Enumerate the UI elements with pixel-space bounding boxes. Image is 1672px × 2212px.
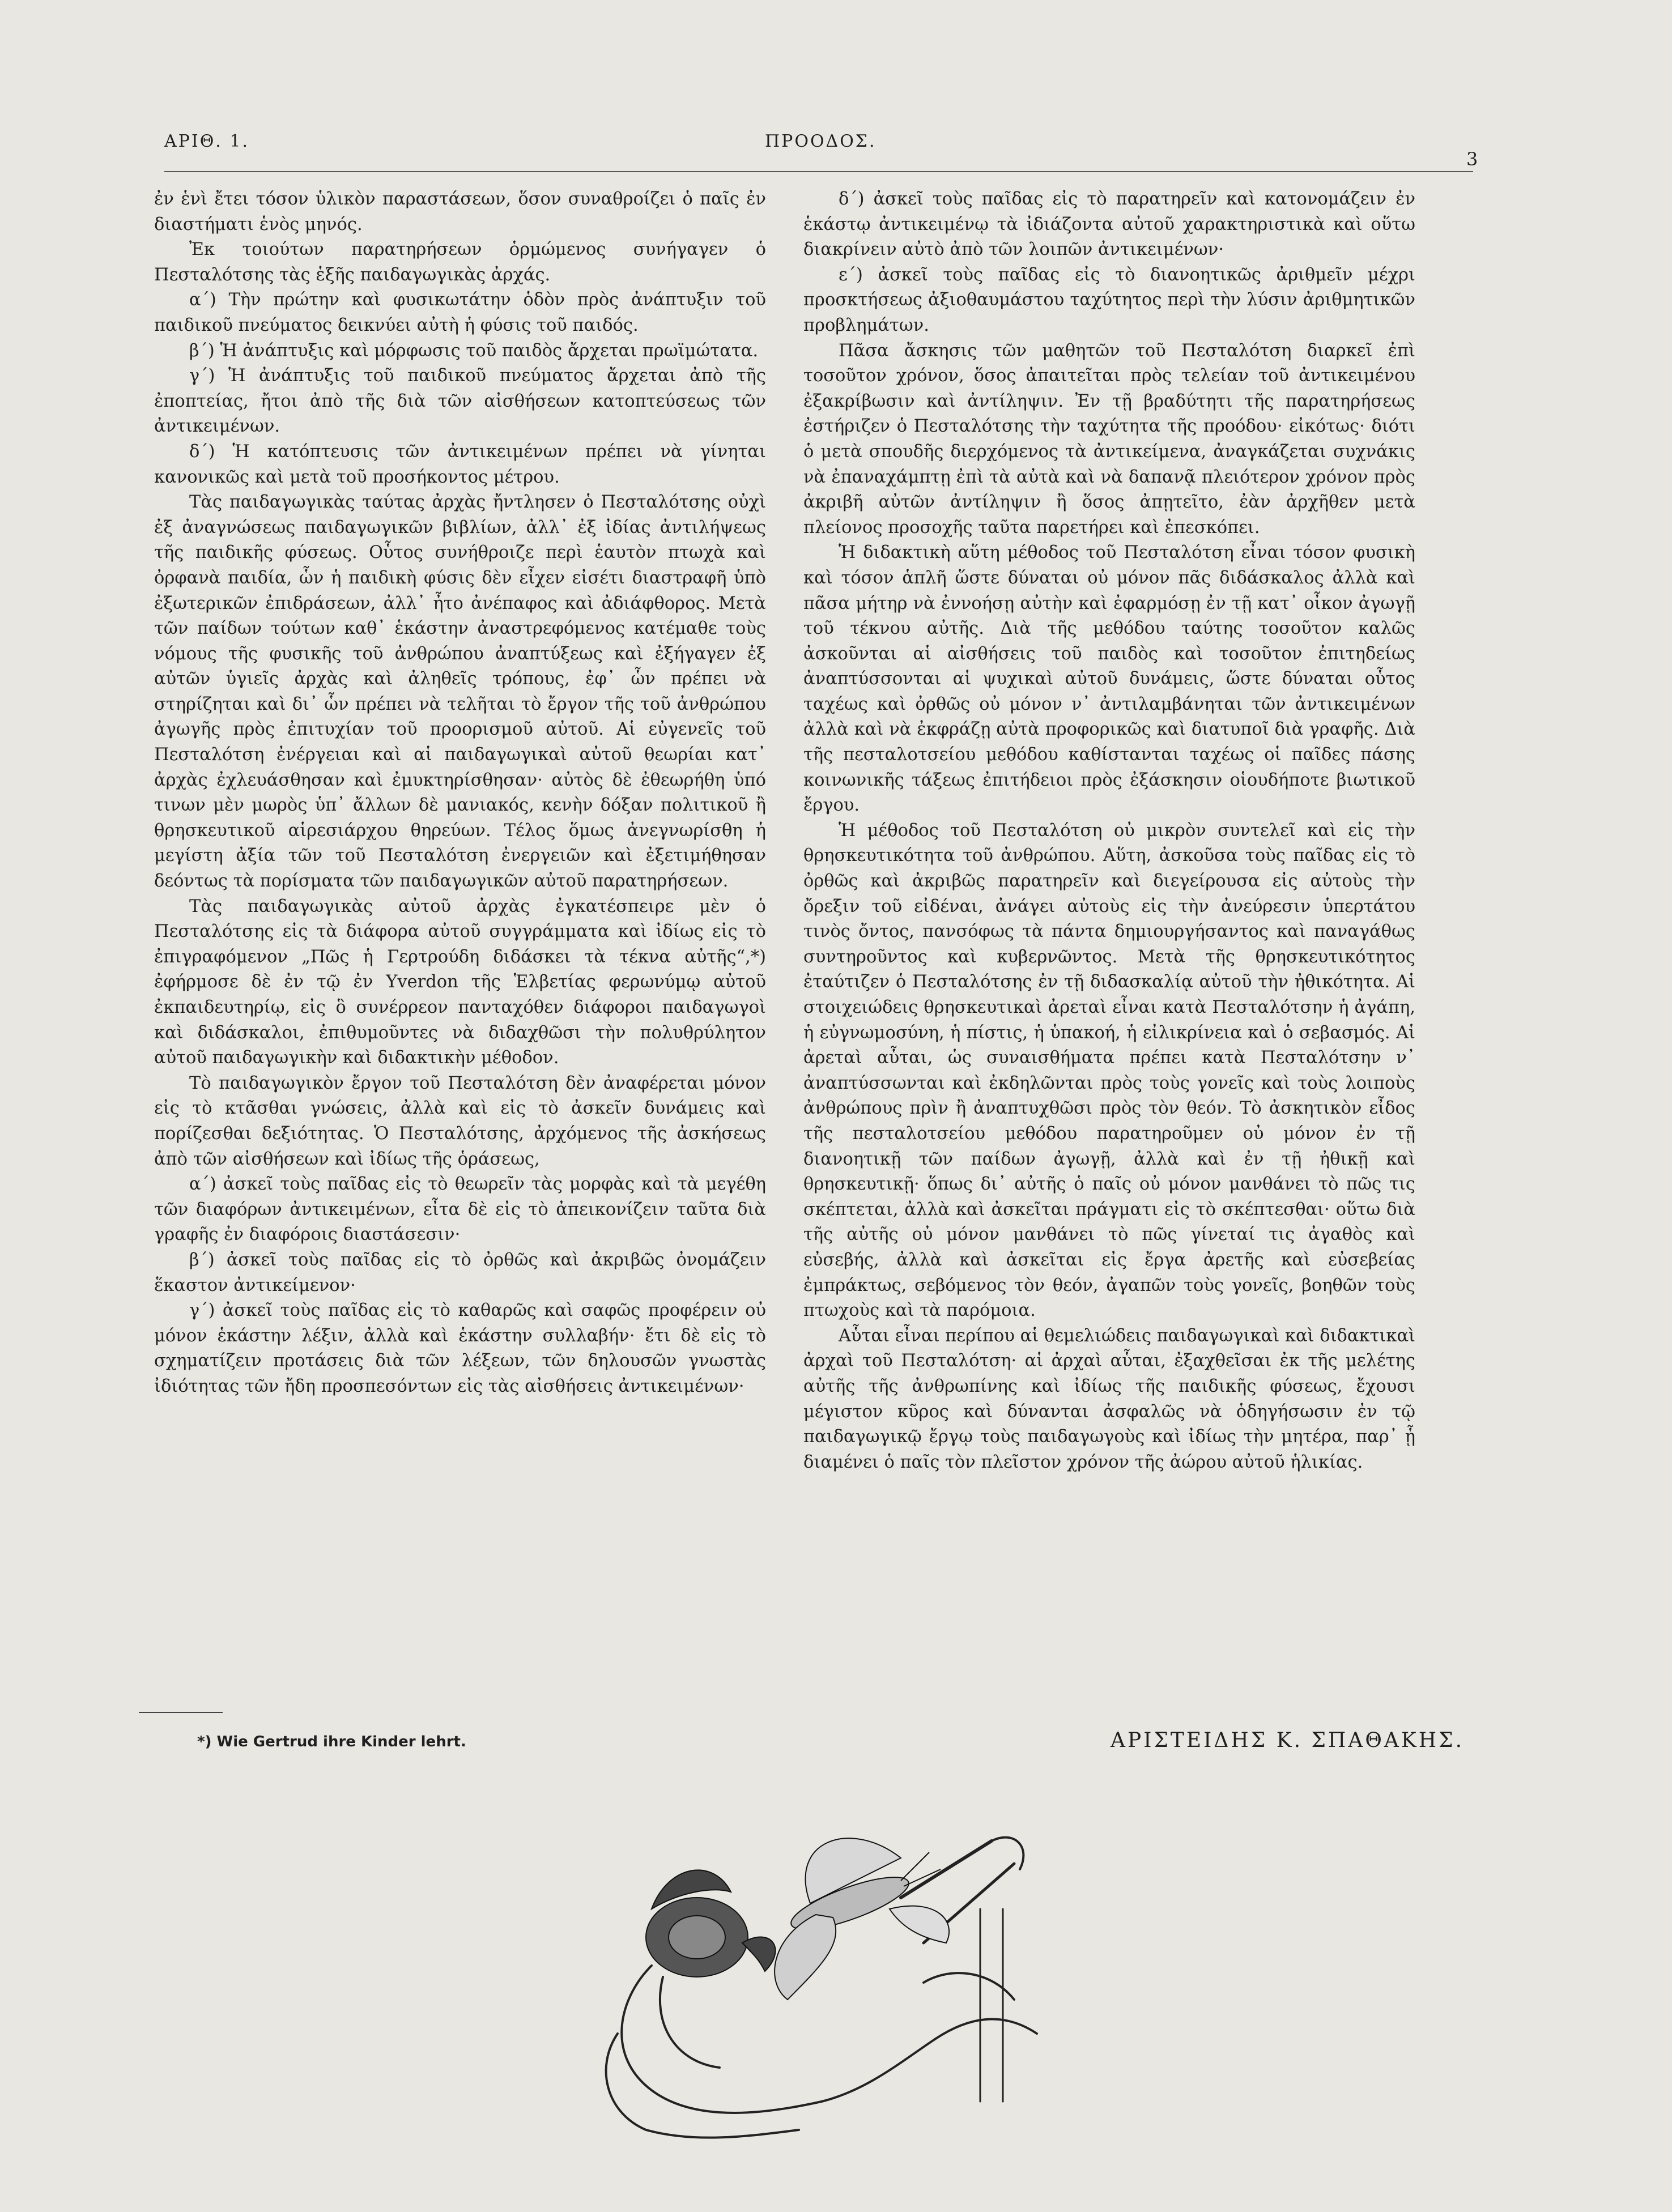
footnote-rule bbox=[139, 1712, 223, 1713]
paragraph: Ἡ διδακτικὴ αὕτη μέθοδος τοῦ Πεσταλότση εἶναι τόσον φυσικὴ καὶ τόσον ἁπλῆ ὥστε δύναται οὐ μόνον πᾶς διδάσκαλος ἀλλὰ καὶ πᾶσα μήτηρ νὰ ἐννοήσῃ αὐτὴν καὶ ἐφαρμόσῃ ἐν τῇ κατ᾽ οἶκον ἀγωγῇ τοῦ τέκνου αὐτῆς. Διὰ τῆς μεθόδου ταύτης τοσοῦτον καλῶς ἀσκοῦνται αἱ αἰσθήσεις τοῦ παιδὸς καὶ τοσοῦτον ἐπιτηδείως ἀναπτύσσονται αἱ ψυχικαὶ αὐτοῦ δυνάμεις, ὥστε δύναται οὗτος ταχέως καὶ ὀρθῶς οὐ μόνον ν᾽ ἀντιλαμβάνηται τῶν ἀντικειμένων ἀλλὰ καὶ νὰ ἐκφράζῃ αὐτὰ προφορικῶς καὶ διατυποῖ διὰ γραφῆς. Διὰ τῆς πεσταλοτσείου μεθόδου καθίστανται ταχέως οἱ παῖδες πάσης κοινωνικῆς τάξεως ἐπιτήδειοι πρὸς ἐξάσκησιν οἱουδήποτε βιωτικοῦ ἔργου. bbox=[803, 543, 1415, 816]
paragraph: Τὰς παιδαγωγικὰς ταύτας ἀρχὰς ἤντλησεν ὁ Πεσταλότσης οὐχὶ ἐξ ἀναγνώσεως παιδαγωγικῶν βιβλίων, ἀλλ᾽ ἐξ ἰδίας ἀντιλήψεως τῆς παιδικῆς φύσεως. Οὗτος συνήθροιζε περὶ ἑαυτὸν πτωχὰ καὶ ὀρφανὰ παιδία, ὧν ἡ παιδικὴ φύσις δὲν εἶχεν εἰσέτι διαστραφῆ ὑπὸ ἐξωτερικῶν ἐπιδράσεων, ἀλλ᾽ ἦτο ἀνέπαφος καὶ ἀδιάφθορος. Μετὰ τῶν παίδων τούτων καθ᾽ ἑκάστην ἀναστρεφόμενος κατέμαθε τοὺς νόμους τῆς φυσικῆς τοῦ ἀνθρώπου ἀναπτύξεως καὶ ἐξήγαγεν ἐξ αὐτῶν ὑγιεῖς ἀρχὰς καὶ ἀληθεῖς τρόπους, ἐφ᾽ ὧν πρέπει νὰ στηρίζηται καὶ δι᾽ ὧν πρέπει νὰ τελῆται τὸ ἔργον τῆς τοῦ ἀνθρώπου ἀγωγῆς πρὸς ἐπιτυχίαν τοῦ προορισμοῦ αὐτοῦ. Αἱ εὐγενεῖς τοῦ Πεσταλότση ἐνέργειαι καὶ αἱ παιδαγωγικαὶ αὐτοῦ θεωρίαι κατ᾽ ἀρχὰς ἐχλευάσθησαν καὶ ἐμυκτηρίσθησαν· αὐτὸς δὲ ἐθεωρήθη ὑπό τινων μὲν μωρὸς ὑπ᾽ ἄλλων δὲ μανιακός, κενὴν δόξαν πολιτικοῦ ἢ θρησκευτικοῦ αἱρεσιάρχου θηρεύων. Τέλος ὅμως ἀνεγνωρίσθη ἡ μεγίστη ἀξία τῶν τοῦ Πεσταλότση ἐνεργειῶν καὶ ἐξετιμήθησαν δεόντως τὰ πορίσματα τῶν παιδαγωγικῶν αὐτοῦ παρατηρήσεων. bbox=[154, 492, 766, 892]
paragraph: Αὗται εἶναι περίπου αἱ θεμελιώδεις παιδαγωγικαὶ καὶ διδακτικαὶ ἀρχαὶ τοῦ Πεσταλότση· αἱ ἀρχαὶ αὗται, ἐξαχθεῖσαι ἐκ τῆς μελέτης αὐτῆς τῆς ἀνθρωπίνης καὶ ἰδίως τῆς παιδικῆς φύσεως, ἔχουσι μέγιστον κῦρος καὶ δύνανται ἀσφαλῶς νὰ ὁδηγήσωσιν ἐν τῷ παιδαγωγικῷ ἔργῳ τοὺς παιδαγωγοὺς καὶ ἰδίως τὴν μητέρα, παρ᾽ ᾗ διαμένει ὁ παῖς τὸν πλεῖστον χρόνον τῆς ἀώρου αὐτοῦ ἡλικίας. bbox=[803, 1326, 1415, 1472]
paragraph: δ΄) ἀσκεῖ τοὺς παῖδας εἰς τὸ παρατηρεῖν καὶ κατονομάζειν ἐν ἑκάστῳ ἀντικειμένῳ τὰ ἰδιάζοντα αὐτοῦ χαρακτηριστικὰ καὶ οὕτω διακρίνειν αὐτὸ ἀπὸ τῶν λοιπῶν ἀντικειμένων· bbox=[803, 189, 1415, 260]
paragraph: β΄) ἀσκεῖ τοὺς παῖδας εἰς τὸ ὀρθῶς καὶ ἀκριβῶς ὀνομάζειν ἕκαστον ἀντικείμενον· bbox=[154, 1250, 766, 1295]
paragraph: γ΄) ἀσκεῖ τοὺς παῖδας εἰς τὸ καθαρῶς καὶ σαφῶς προφέρειν οὐ μόνον ἑκάστην λέξιν, ἀλλὰ καὶ ἑκάστην συλλαβήν· ἔτι δὲ εἰς τὸ σχηματίζειν προτάσεις διὰ τῶν λέξεων, τῶν δηλουσῶν γνωστὰς ἰδιότητας τῶν ἤδη προσπεσόντων εἰς τὰς αἰσθήσεις ἀντικειμένων· bbox=[154, 1301, 766, 1396]
right-column bbox=[803, 187, 1415, 1475]
paragraph: Τὰς παιδαγωγικὰς αὐτοῦ ἀρχὰς ἐγκατέσπειρε μὲν ὁ Πεσταλότσης εἰς τὰ διάφορα αὐτοῦ συγγράμματα καὶ ἰδίως εἰς τὸ ἐπιγραφόμενον „Πῶς ἡ Γερτρούδη διδάσκει τὰ τέκνα αὐτῆς“,*) ἐφήρμοσε δὲ ἐν τῷ ἐν Yverdon τῆς Ἑλβετίας φερωνύμῳ αὐτοῦ ἐκπαιδευτηρίῳ, εἰς ὃ συνέρρεον πανταχόθεν διάφοροι παιδαγωγοὶ καὶ διδάσκαλοι, ἐπιθυμοῦντες νὰ διδαχθῶσι τὴν πολυθρύλητον αὐτοῦ παιδαγωγικὴν καὶ διδακτικὴν μέθοδον. bbox=[154, 896, 766, 1068]
issue-number: ΑΡΙΘ. 1. bbox=[164, 131, 249, 151]
left-column bbox=[154, 187, 766, 1400]
ornament-vignette-icon bbox=[584, 1796, 1077, 2147]
paragraph: γ΄) Ἡ ἀνάπτυξις τοῦ παιδικοῦ πνεύματος ἄρχεται ἀπὸ τῆς ἐποπτείας, ἤτοι ἀπὸ τῆς διὰ τῶν αἰσθήσεων κατοπτεύσεως τῶν ἀντικειμένων. bbox=[154, 366, 766, 437]
paragraph: β΄) Ἡ ἀνάπτυξις καὶ μόρφωσις τοῦ παιδὸς ἄρχεται πρωϊμώτατα. bbox=[189, 340, 759, 361]
paragraph: Τὸ παιδαγωγικὸν ἔργον τοῦ Πεσταλότση δὲν ἀναφέρεται μόνον εἰς τὸ κτᾶσθαι γνώσεις, ἀλλὰ καὶ εἰς τὸ ἀσκεῖν δυνάμεις καὶ πορίζεσθαι δεξιότητας. Ὁ Πεσταλότσης, ἀρχόμενος τῆς ἀσκήσεως ἀπὸ τῶν αἰσθήσεων καὶ ἰδίως τῆς ὁράσεως, bbox=[154, 1073, 766, 1169]
paragraph: ἐν ἑνὶ ἔτει τόσον ὑλικὸν παραστάσεων, ὅσον συναθροίζει ὁ παῖς ἐν διαστήματι ἑνὸς μηνός. bbox=[154, 189, 766, 235]
paragraph: α΄) Τὴν πρώτην καὶ φυσικωτάτην ὁδὸν πρὸς ἀνάπτυξιν τοῦ παιδικοῦ πνεύματος δεικνύει αὐτὴ ἡ φύσις τοῦ παιδός. bbox=[154, 290, 766, 335]
page-number: 3 bbox=[1466, 148, 1480, 170]
paragraph: Ἡ μέθοδος τοῦ Πεσταλότση οὐ μικρὸν συντελεῖ καὶ εἰς τὴν θρησκευτικότητα τοῦ ἀνθρώπου. Αὕτη, ἀσκοῦσα τοὺς παῖδας εἰς τὸ ὀρθῶς καὶ ἀκριβῶς παρατηρεῖν καὶ διεγείρουσα εἰς αὐτοὺς τὴν ὄρεξιν τοῦ εἰδέναι, ἀνάγει αὐτοὺς εἰς τὴν ἀνεύρεσιν ὑπερτάτου τινὸς ὄντος, πανσόφως τὰ πάντα δημιουργήσαντος καὶ παναγάθως συντηροῦντος καὶ κυβερνῶντος. Μετὰ τῆς θρησκευτικότητος ἐταύτιζεν ὁ Πεσταλότσης ἐν τῇ διδασκαλίᾳ αὐτοῦ τὴν ἠθικότητα. Αἱ στοιχειώδεις θρησκευτικαὶ ἀρεταὶ εἶναι κατὰ Πεσταλότσην ἡ ἀγάπη, ἡ εὐγνωμοσύνη, ἡ πίστις, ἡ ὑπακοή, ἡ εἰλικρίνεια καὶ ὁ σεβασμός. Αἱ ἀρεταὶ αὗται, ὡς συναισθήματα πρέπει κατὰ Πεσταλότσην ν᾽ ἀναπτύσσωνται καὶ ἐκδηλῶνται πρὸς τοὺς γονεῖς καὶ τοὺς λοιποὺς ἀνθρώπους πρὶν ἢ ἀναπτυχθῶσι πρὸς τὸν θεόν. Τὸ ἀσκητικὸν εἶδος τῆς πεσταλοτσείου μεθόδου παρατηροῦμεν οὐ μόνον ἐν τῇ διανοητικῇ τῶν παίδων ἀγωγῇ, ἀλλὰ καὶ ἐν τῇ ἠθικῇ καὶ θρησκευτικῇ· ὅπως δι᾽ αὐτῆς ὁ παῖς οὐ μόνον μανθάνει τὸ πῶς τις σκέπτεται, ἀλλὰ καὶ ἀσκεῖται πράγματι εἰς τὸ σκέπτεσθαι· οὕτω διὰ τῆς αὐτῆς οὐ μόνον μανθάνει τὸ πῶς γίνεταί τις ἀγαθὸς καὶ εὐσεβής, ἀλλὰ καὶ ἀσκεῖται εἰς ἔργα ἀρετῆς καὶ εὐσεβείας ἐμπράκτως, σεβόμενος τὸν θεόν, ἀγαπῶν τοὺς γονεῖς, βοηθῶν τοὺς πτωχοὺς καὶ τὰ παρόμοια. bbox=[803, 820, 1415, 1321]
paragraph: Ἐκ τοιούτων παρατηρήσεων ὁρμώμενος συνήγαγεν ὁ Πεσταλότσης τὰς ἑξῆς παιδαγωγικὰς ἀρχάς. bbox=[154, 240, 766, 285]
paragraph: δ΄) Ἡ κατόπτευσις τῶν ἀντικειμένων πρέπει νὰ γίνηται κανονικῶς καὶ μετὰ τοῦ προσήκοντος μέτρου. bbox=[154, 441, 766, 487]
header-rule bbox=[164, 171, 1473, 172]
paragraph: Πᾶσα ἄσκησις τῶν μαθητῶν τοῦ Πεσταλότση διαρκεῖ ἐπὶ τοσοῦτον χρόνον, ὅσος ἀπαιτεῖται πρὸς τελείαν τοῦ ἀντικειμένου ἐξακρίβωσιν καὶ ἀντίληψιν. Ἐν τῇ βραδύτητι τῆς παρατηρήσεως ἐστήριζεν ὁ Πεσταλότσης τὴν ταχύτητα τῆς προόδου· εἰκότως· διότι ὁ μετὰ σπουδῆς διερχόμενος τὰ ἀντικείμενα, ἀναγκάζεται συχνάκις νὰ ἐπαναχάμπτῃ ἐπὶ τὰ αὐτὰ καὶ νὰ δαπανᾷ πλειότερον χρόνον πρὸς ἀκριβῆ αὐτῶν ἀντίληψιν ἢ ὅσος ἀπῃτεῖτο, ἐὰν ἀρχῆθεν μετὰ πλείονος προσοχῆς ταῦτα παρετήρει καὶ ἐπεσκόπει. bbox=[803, 340, 1415, 538]
author-signature: ΑΡΙΣΤΕΙΔΗΣ Κ. ΣΠΑΘΑΚΗΣ. bbox=[1111, 1729, 1465, 1752]
paragraph: ε΄) ἀσκεῖ τοὺς παῖδας εἰς τὸ διανοητικῶς ἀριθμεῖν μέχρι προσκτήσεως ἀξιοθαυμάστου ταχύτητος περὶ τὴν λύσιν ἀριθμητικῶν προβλημάτων. bbox=[803, 265, 1415, 335]
publication-title: ΠΡΟΟΔΟΣ. bbox=[765, 131, 877, 151]
footnote: *) Wie Gertrud ihre Kinder lehrt. bbox=[197, 1733, 466, 1750]
paragraph: α΄) ἀσκεῖ τοὺς παῖδας εἰς τὸ θεωρεῖν τὰς μορφὰς καὶ τὰ μεγέθη τῶν διαφόρων ἀντικειμένων, εἶτα δὲ εἰς τὸ ἀπεικονίζειν ταῦτα διὰ γραφῆς ἐν διαφόροις διαστάσεσιν· bbox=[154, 1174, 766, 1245]
